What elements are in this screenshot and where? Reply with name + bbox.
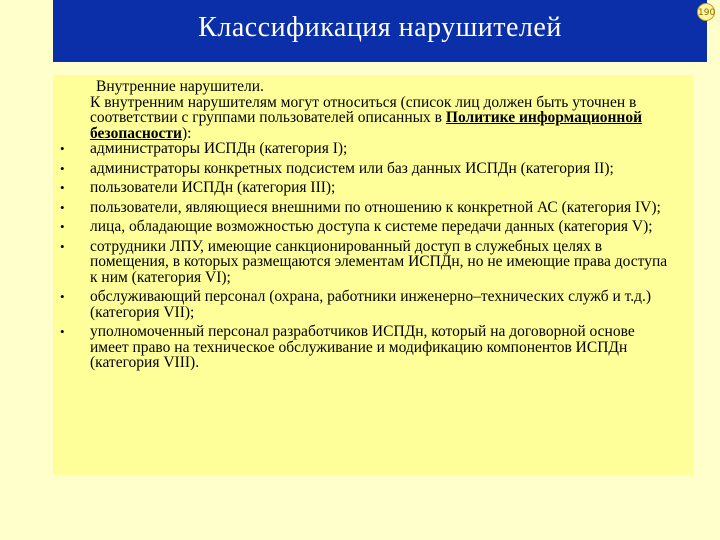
- list-item: [53, 289, 693, 320]
- list-item-text: пользователи ИСПДн (категория III);: [90, 179, 336, 196]
- intro-paragraph: [53, 95, 693, 142]
- bullet-icon: •: [60, 141, 65, 156]
- list-item-text: сотрудники ЛПУ, имеющие санкционированный доступ в служебных целях в помещения, в которых размещаются элементам ИСПДн, но не имеющие права доступа к ним (категория VI);: [90, 237, 668, 286]
- bullet-icon: •: [60, 199, 65, 215]
- list-item: [53, 161, 693, 177]
- list-item: [53, 324, 693, 371]
- bullet-icon: •: [60, 238, 65, 254]
- list-item-text: лица, обладающие возможностью доступа к системе передачи данных (категория V);: [90, 218, 653, 235]
- list-item: [53, 200, 693, 216]
- list-item: [53, 219, 693, 235]
- slide-title: Классификация нарушителей: [198, 12, 562, 43]
- list-item-text: пользователи, являющиеся внешними по отношению к конкретной АС (категория IV);: [90, 198, 661, 216]
- bullet-icon: •: [60, 180, 65, 195]
- section-heading: Внутренние нарушители.: [96, 78, 264, 95]
- content-box: [53, 75, 693, 475]
- intro-text-end: ):: [181, 124, 192, 142]
- violator-list: [53, 141, 693, 371]
- list-item-text: обслуживающий персонал (охрана, работники инженерно–технических служб и т.д.) (категория VII);: [90, 288, 652, 321]
- list-item: [53, 141, 693, 157]
- intro-text: К внутренним нарушителям могут относиться (список лиц должен быть уточнен в соответствии с группами пользователей описанных в: [90, 93, 637, 126]
- policy-link[interactable]: Политике информационной безопасности: [90, 109, 643, 142]
- bullet-icon: •: [60, 219, 65, 234]
- bullet-icon: •: [60, 289, 65, 304]
- list-item-text: уполномоченный персонал разработчиков ИСПДн, который на договорной основе имеет право на техническое обслуживание и модификацию компонентов ИСПДн (категория VIII).: [90, 323, 635, 371]
- page-number-badge: 190: [697, 3, 715, 21]
- list-item: [53, 180, 693, 196]
- bullet-icon: •: [60, 324, 65, 339]
- title-bar: [53, 0, 707, 62]
- list-item-text: администраторы конкретных подсистем или баз данных ИСПДн (категория II);: [90, 159, 614, 177]
- list-item: [53, 239, 693, 286]
- content-text: [53, 79, 693, 375]
- list-item-text: администраторы ИСПДн (категория I);: [90, 140, 348, 157]
- bullet-icon: •: [60, 160, 65, 176]
